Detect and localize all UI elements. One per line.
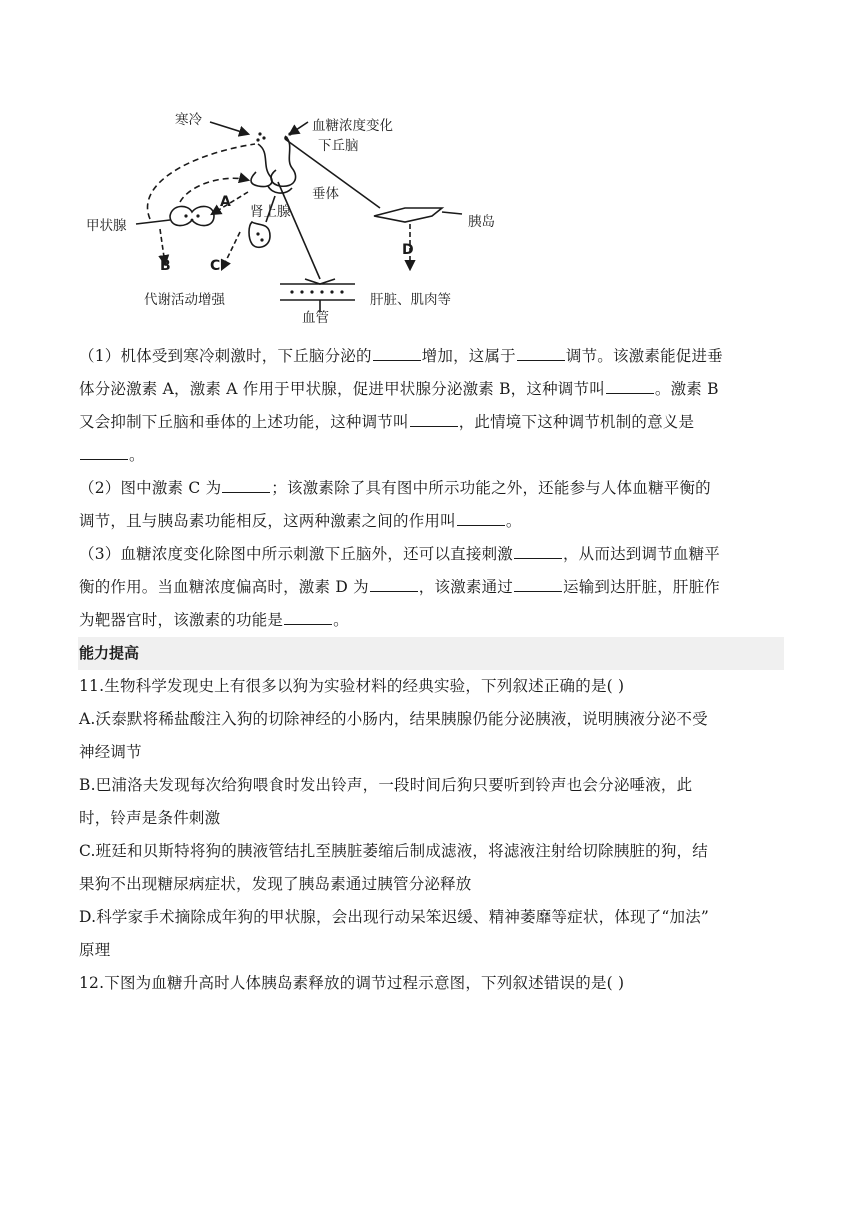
q1-line-3: 又会抑制下丘脑和垂体的上述功能，这种调节叫 ，此情境下这种调节机制的意义是 bbox=[79, 413, 695, 431]
islet-shape bbox=[374, 208, 442, 222]
answer-blank[interactable] bbox=[517, 345, 565, 361]
label-hormone-d: D bbox=[402, 242, 414, 258]
answer-blank[interactable] bbox=[222, 477, 270, 493]
label-hormone-a: A bbox=[220, 194, 231, 210]
label-pituitary: 垂体 bbox=[312, 186, 339, 202]
q11-option-d-cont: 原理 bbox=[79, 941, 111, 959]
label-adrenal: 肾上腺 bbox=[250, 204, 291, 220]
answer-blank[interactable] bbox=[606, 378, 654, 394]
answer-blank[interactable] bbox=[373, 345, 421, 361]
q11-option-d: D.科学家手术摘除成年狗的甲状腺，会出现行动呆笨迟缓、精神萎靡等症状，体现了“加法” bbox=[79, 908, 710, 926]
answer-blank[interactable] bbox=[410, 411, 458, 427]
answer-blank[interactable] bbox=[80, 444, 128, 460]
q3-line-3: 为靶器官时，该激素的功能是 。 bbox=[79, 611, 349, 629]
answer-blank[interactable] bbox=[370, 576, 418, 592]
q12-stem: 12.下图为血糖升高时人体胰岛素释放的调节过程示意图，下列叙述错误的是( ) bbox=[79, 974, 625, 992]
thyroid-shape bbox=[170, 206, 214, 225]
q1-line-2: 体分泌激素 A，激素 A 作用于甲状腺，促进甲状腺分泌激素 B，这种调节叫 。激素 B bbox=[79, 380, 719, 398]
hormone-c-arrow bbox=[222, 232, 240, 269]
q11-stem: 11.生物科学发现史上有很多以狗为实验材料的经典实验，下列叙述正确的是( ) bbox=[79, 677, 625, 695]
label-islet: 胰岛 bbox=[468, 214, 495, 230]
q11-option-b: B.巴浦洛夫发现每次给狗喂食时发出铃声，一段时间后狗只要听到铃声也会分泌唾液，此 bbox=[79, 776, 693, 794]
hypothalamus-shape bbox=[251, 144, 272, 187]
adrenal-shape bbox=[249, 222, 270, 247]
label-glucose-change: 血糖浓度变化 bbox=[312, 118, 393, 134]
q2-line-1: （2）图中激素 C 为 ；该激素除了具有图中所示功能之外，还能参与人体血糖平衡的 bbox=[79, 479, 711, 497]
q11-option-c-cont: 果狗不出现糖尿病症状，发现了胰岛素通过胰管分泌释放 bbox=[79, 875, 472, 893]
label-hypothalamus: 下丘脑 bbox=[318, 138, 359, 154]
q1-line-1: （1）机体受到寒冷刺激时，下丘脑分泌的 增加，这属于 调节。该激素能促进垂 bbox=[79, 347, 723, 365]
label-hormone-b: B bbox=[160, 258, 171, 274]
answer-blank[interactable] bbox=[284, 609, 332, 625]
label-cold: 寒冷 bbox=[175, 112, 202, 128]
answer-blank[interactable] bbox=[457, 510, 505, 526]
label-liver-muscle: 肝脏、肌肉等 bbox=[370, 292, 451, 308]
endocrine-regulation-diagram bbox=[80, 104, 520, 334]
q11-option-a-cont: 神经调节 bbox=[79, 743, 142, 761]
q11-option-a: A.沃泰默将稀盐酸注入狗的切除神经的小肠内，结果胰腺仍能分泌胰液，说明胰液分泌不受 bbox=[79, 710, 708, 728]
q3-line-2: 衡的作用。当血糖浓度偏高时，激素 D 为 ，该激素通过 运输到达肝脏，肝脏作 bbox=[79, 578, 721, 596]
answer-blank[interactable] bbox=[514, 543, 562, 559]
section-title: 能力提高 bbox=[78, 637, 784, 670]
glucose-arrow bbox=[290, 122, 308, 134]
answer-blank[interactable] bbox=[514, 576, 562, 592]
label-vessel: 血管 bbox=[302, 310, 329, 326]
label-metabolism: 代谢活动增强 bbox=[144, 292, 225, 308]
q2-line-2: 调节，且与胰岛素功能相反，这两种激素之间的作用叫 。 bbox=[79, 512, 522, 530]
cold-arrow bbox=[210, 122, 248, 134]
q1-line-4: 。 bbox=[79, 439, 783, 472]
q11-option-c: C.班廷和贝斯特将狗的胰液管结扎至胰脏萎缩后制成滤液，将滤液注射给切除胰脏的狗，结 bbox=[79, 842, 708, 860]
q11-option-b-cont: 时，铃声是条件刺激 bbox=[79, 809, 221, 827]
label-hormone-c: C bbox=[210, 258, 221, 274]
feedback-arc-outer bbox=[148, 144, 255, 219]
label-thyroid: 甲状腺 bbox=[86, 218, 127, 234]
q3-line-1: （3）血糖浓度变化除图中所示刺激下丘脑外，还可以直接刺激 ，从而达到调节血糖平 bbox=[79, 545, 720, 563]
